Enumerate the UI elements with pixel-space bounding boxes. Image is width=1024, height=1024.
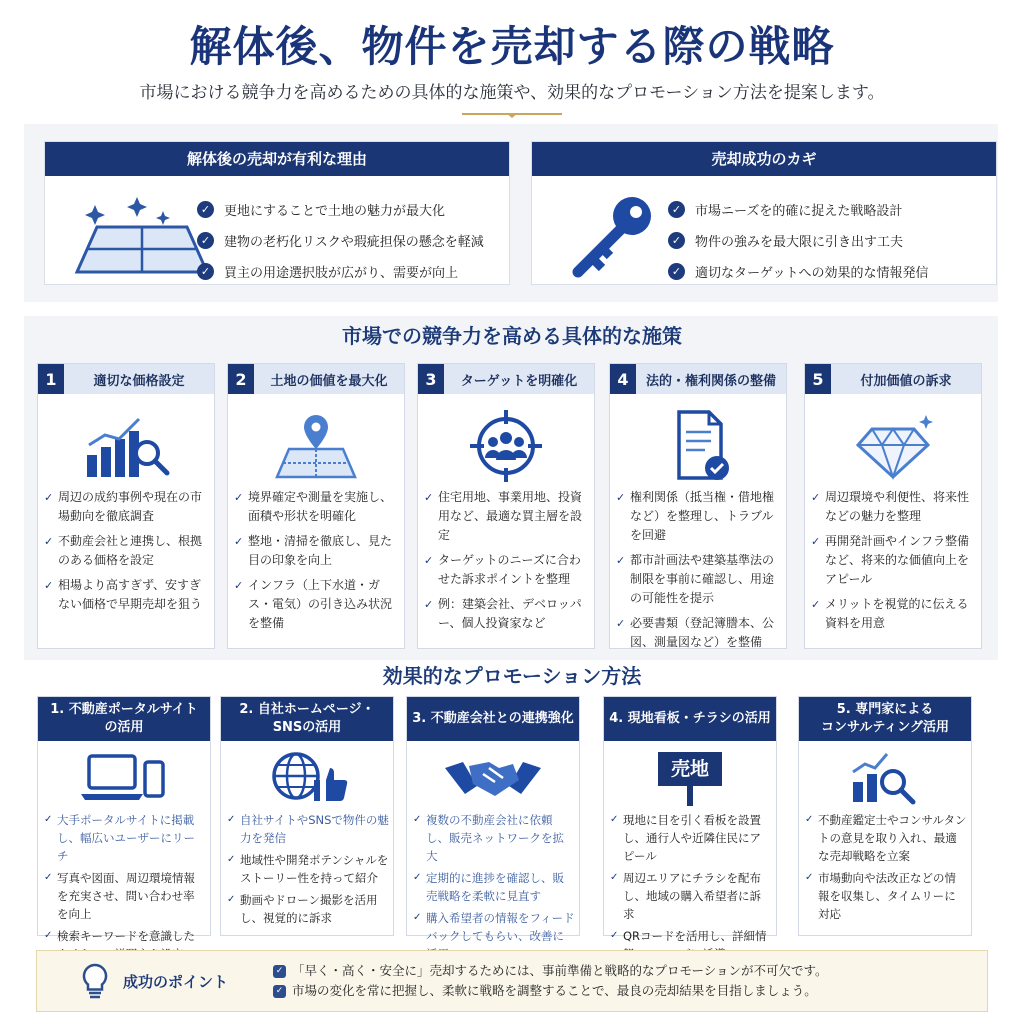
success-point-label: 成功のポイント [123, 973, 229, 991]
list-item: ✓ 検索キーワードを意識した [44, 927, 206, 963]
key-icon [568, 192, 658, 282]
measure-title: ターゲットを明確化 [460, 373, 578, 389]
check-icon: ✓ [273, 965, 286, 978]
list-item: ✓ 「早く・高く・安全に」売却するためには、事前準備と戦略的なプロモーションが不可欠です。 [273, 961, 828, 981]
list-item: ✓ 権利関係（抵当権・借地権など）を整理し、トラブルを回避 [616, 488, 782, 545]
list-item: ✓ 住宅用地、事業用地、投資用など、最適な買主層を設定 [424, 488, 590, 545]
check-icon: ✓ [273, 985, 286, 998]
reasons-panel [44, 141, 510, 285]
measure-card [37, 363, 215, 649]
measure-title: 適切な価格設定 [93, 373, 185, 389]
list-item: ✓ 購入希望者の情報をフィードバックしてもらい、改善に [413, 909, 575, 963]
list-item: ✓ 現地に目を引く看板を設置し、通行人や近隣住民にアピール [610, 811, 772, 865]
promotion-heading: 3. 不動産会社との連携強化 [407, 697, 579, 741]
list-item: ✓ 整地・清掃を徹底し、見た目の印象を向上 [234, 532, 400, 570]
map-pin-icon [271, 411, 361, 481]
list-item: ✓ 地域性や開発ポテンシャルをストーリー性を持って紹介 [227, 851, 389, 887]
chart-magnifier-icon [845, 750, 925, 806]
list-item: ✓ 定期的に進捗を確認し、販売戦略を柔軟に見直す [413, 869, 575, 905]
list-item: ✓ ターゲットのニーズに合わせた訴求ポイントを整理 [424, 551, 590, 589]
check-icon: ✓ [668, 263, 685, 280]
measure-card [609, 363, 787, 649]
page-subtitle: 市場における競争力を高めるための具体的な施策や、効果的なプロモーション方法を提案します。 [139, 83, 885, 103]
step-number: 1 [38, 364, 64, 394]
list-item: ✓ 都市計画法や建築基準法の制限を事前に確認し、用途の可能性を提示 [616, 551, 782, 608]
divider [462, 113, 562, 115]
check-icon: ✓ [197, 201, 214, 218]
promotion-card [406, 696, 580, 943]
measure-card [417, 363, 595, 649]
lightbulb-icon [81, 963, 109, 1001]
keys-title: 売却成功のカギ [532, 142, 996, 176]
list-item: ✓ 必要書類（登記簿謄本、公図、測量図など）を整備 [616, 614, 782, 652]
list-item: ✓ 更地にすることで土地の魅力が最大化 [197, 194, 484, 225]
check-icon: ✓ [668, 201, 685, 218]
list-item: ✓ QRコードを活用し、詳細情 [610, 927, 772, 963]
list-item: ✓ 建物の老朽化リスクや瑕疵担保の懸念を軽減 [197, 225, 484, 256]
measures-title: 市場での競争力を高める具体的な施策 [342, 324, 682, 348]
list-item: ✓ 複数の不動産会社に依頼し、販売ネットワークを拡大 [413, 811, 575, 865]
promotion-title: 効果的なプロモーション方法 [382, 664, 642, 688]
document-check-icon [653, 408, 743, 484]
list-item: ✓ 市場動向や法改正などの情報を収集し、タイムリーに対応 [805, 869, 967, 923]
promotion-heading: 5. 専門家による コンサルティング活用 [799, 697, 971, 741]
measure-card [804, 363, 982, 649]
promotion-heading: 1. 不動産ポータルサイト の活用 [38, 697, 210, 741]
list-item: ✓ 動画やドローン撮影を活用し、視覚的に訴求 [227, 891, 389, 927]
list-item: ✓ 相場より高すぎず、安すぎない価格で早期売却を狙う [44, 576, 210, 614]
promotion-card [220, 696, 394, 936]
target-people-icon [461, 408, 551, 484]
list-item: ✓ 買主の用途選択肢が広がり、需要が向上 [197, 256, 484, 287]
measure-title: 付加価値の訴求 [860, 373, 952, 389]
measure-title: 土地の価値を最大化 [270, 373, 388, 389]
vacant-land-icon [67, 197, 217, 277]
list-item: ✓ インフラ（上下水道・ガス・電気）の引き込み状況を整備 [234, 576, 400, 633]
page-title: 解体後、物件を売却する際の戦略 [189, 22, 835, 71]
globe-thumbsup-icon [262, 750, 352, 806]
list-item: ✓ 例：建築会社、デベロッパー、個人投資家など [424, 595, 590, 633]
measure-card [227, 363, 405, 649]
chart-magnifier-icon [81, 411, 171, 481]
list-item: ✓ 周辺エリアにチラシを配布し、地域の購入希望者に訴求 [610, 869, 772, 923]
keys-panel [531, 141, 997, 285]
check-icon: ✓ [668, 232, 685, 249]
list-item: ✓ 周辺環境や利便性、将来性などの魅力を整理 [811, 488, 977, 526]
list-item: ✓ 周辺の成約事例や現在の市場動向を徹底調査 [44, 488, 210, 526]
measure-title: 法的・権利関係の整備 [645, 373, 776, 389]
list-item: ✓ 不動産鑑定士やコンサルタントの意見を取り入れ、最適な売却戦略を立案 [805, 811, 967, 865]
handshake-icon [443, 750, 543, 806]
step-number: 4 [610, 364, 636, 394]
reasons-title: 解体後の売却が有利な理由 [45, 142, 509, 176]
promotion-heading: 2. 自社ホームページ・ SNSの活用 [221, 697, 393, 741]
signboard-icon: 売地 [658, 750, 722, 806]
list-item: ✓ 境界確定や測量を実施し、面積や形状を明確化 [234, 488, 400, 526]
promotion-card [603, 696, 777, 943]
step-number: 2 [228, 364, 254, 394]
laptop-phone-icon [79, 750, 169, 806]
check-icon: ✓ [197, 263, 214, 280]
list-item: ✓ 不動産会社と連携し、根拠のある価格を設定 [44, 532, 210, 570]
list-item: ✓ 写真や図面、周辺環境情報を充実させ、問い合わせ率を向上 [44, 869, 206, 923]
diamond-icon [848, 411, 938, 481]
list-item: ✓ 再開発計画やインフラ整備など、将来的な価値向上をアピール [811, 532, 977, 589]
promotion-card [798, 696, 972, 936]
check-icon: ✓ [197, 232, 214, 249]
promotion-heading: 4. 現地看板・チラシの活用 [604, 697, 776, 741]
list-item: ✓ メリットを視覚的に伝える資料を用意 [811, 595, 977, 633]
step-number: 5 [805, 364, 831, 394]
list-item: ✓ 市場ニーズを的確に捉えた戦略設計 [668, 194, 928, 225]
list-item: ✓ 適切なターゲットへの効果的な情報発信 [668, 256, 928, 287]
list-item: ✓ 大手ポータルサイトに掲載し、幅広いユーザーにリーチ [44, 811, 206, 865]
list-item: ✓ 物件の強みを最大限に引き出す工夫 [668, 225, 928, 256]
success-point-box [36, 950, 988, 1012]
promotion-card [37, 696, 211, 943]
list-item: ✓ 市場の変化を常に把握し、柔軟に戦略を調整することで、最良の売却結果を目指しましょう。 [273, 981, 828, 1001]
step-number: 3 [418, 364, 444, 394]
list-item: ✓ 自社サイトやSNSで物件の魅力を発信 [227, 811, 389, 847]
